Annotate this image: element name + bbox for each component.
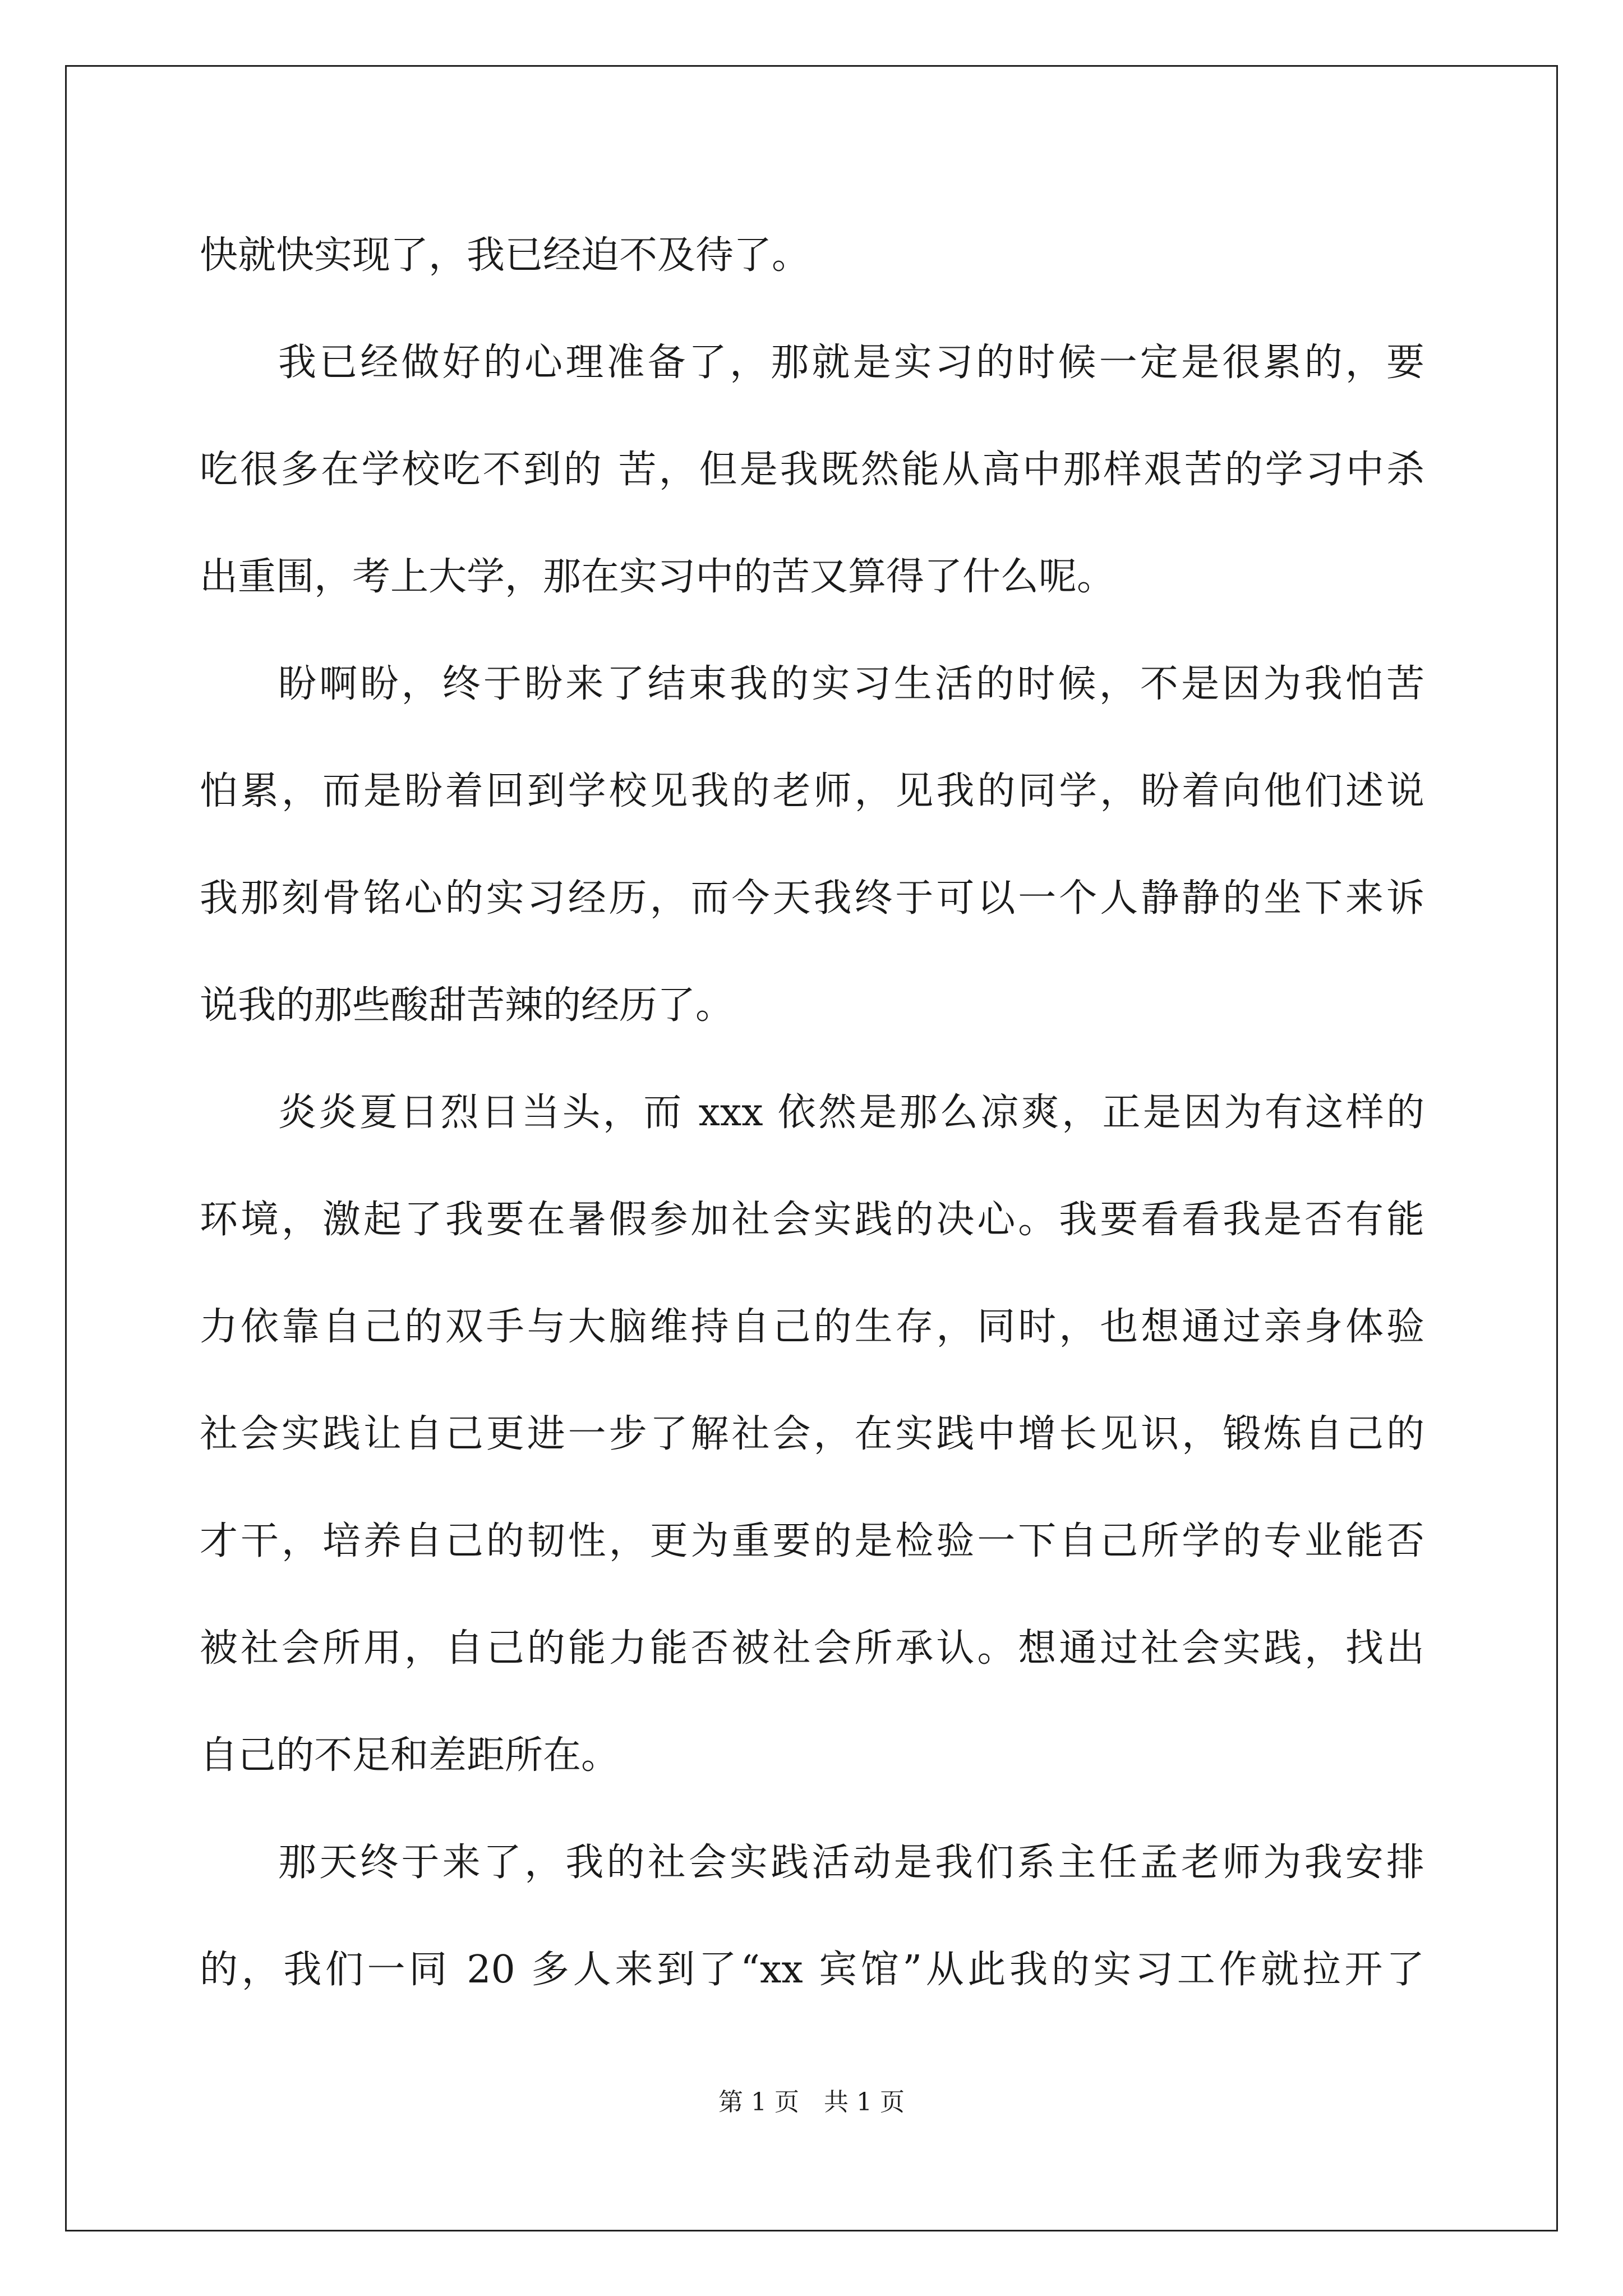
text-line-6: 怕累，而是盼着回到学校见我的老师，见我的同学，盼着向他们述说 <box>200 769 1424 813</box>
text-line-13: 才干，培养自己的韧性，更为重要的是检验一下自己所学的专业能否 <box>200 1519 1424 1563</box>
text-line-2: 我已经做好的心理准备了，那就是实习的时候一定是很累的，要 <box>278 341 1424 385</box>
text-line-16: 那天终于来了，我的社会实践活动是我们系主任孟老师为我安排 <box>278 1841 1424 1885</box>
text-line-14: 被社会所用，自己的能力能否被社会所承认。想通过社会实践，找出 <box>200 1626 1424 1671</box>
text-line-1: 快就快实现了，我已经迫不及待了。 <box>200 233 810 278</box>
text-line-4: 出重围，考上大学，那在实习中的苦又算得了什么呢。 <box>200 555 1115 599</box>
text-line-10: 环境，激起了我要在暑假参加社会实践的决心。我要看看我是否有能 <box>200 1198 1424 1242</box>
text-line-9: 炎炎夏日烈日当头，而 xxx 依然是那么凉爽，正是因为有这样的 <box>278 1091 1424 1135</box>
text-line-7: 我那刻骨铭心的实习经历，而今天我终于可以一个人静静的坐下来诉 <box>200 876 1424 921</box>
text-line-15: 自己的不足和差距所在。 <box>200 1733 620 1778</box>
text-line-17: 的，我们一同 20 多人来到了“xx 宾馆”从此我的实习工作就拉开了 <box>200 1948 1424 1992</box>
text-line-12: 社会实践让自己更进一步了解社会，在实践中增长见识，锻炼自己的 <box>200 1412 1424 1456</box>
text-line-5: 盼啊盼，终于盼来了结束我的实习生活的时候，不是因为我怕苦 <box>278 662 1424 706</box>
text-line-8: 说我的那些酸甜苦辣的经历了。 <box>200 983 734 1028</box>
text-line-11: 力依靠自己的双手与大脑维持自己的生存，同时，也想通过亲身体验 <box>200 1305 1424 1349</box>
page-number-footer: 第 1 页 共 1 页 <box>718 2088 905 2116</box>
document-body <box>200 202 1424 2023</box>
text-line-3: 吃很多在学校吃不到的 苦，但是我既然能从高中那样艰苦的学习中杀 <box>200 448 1424 492</box>
